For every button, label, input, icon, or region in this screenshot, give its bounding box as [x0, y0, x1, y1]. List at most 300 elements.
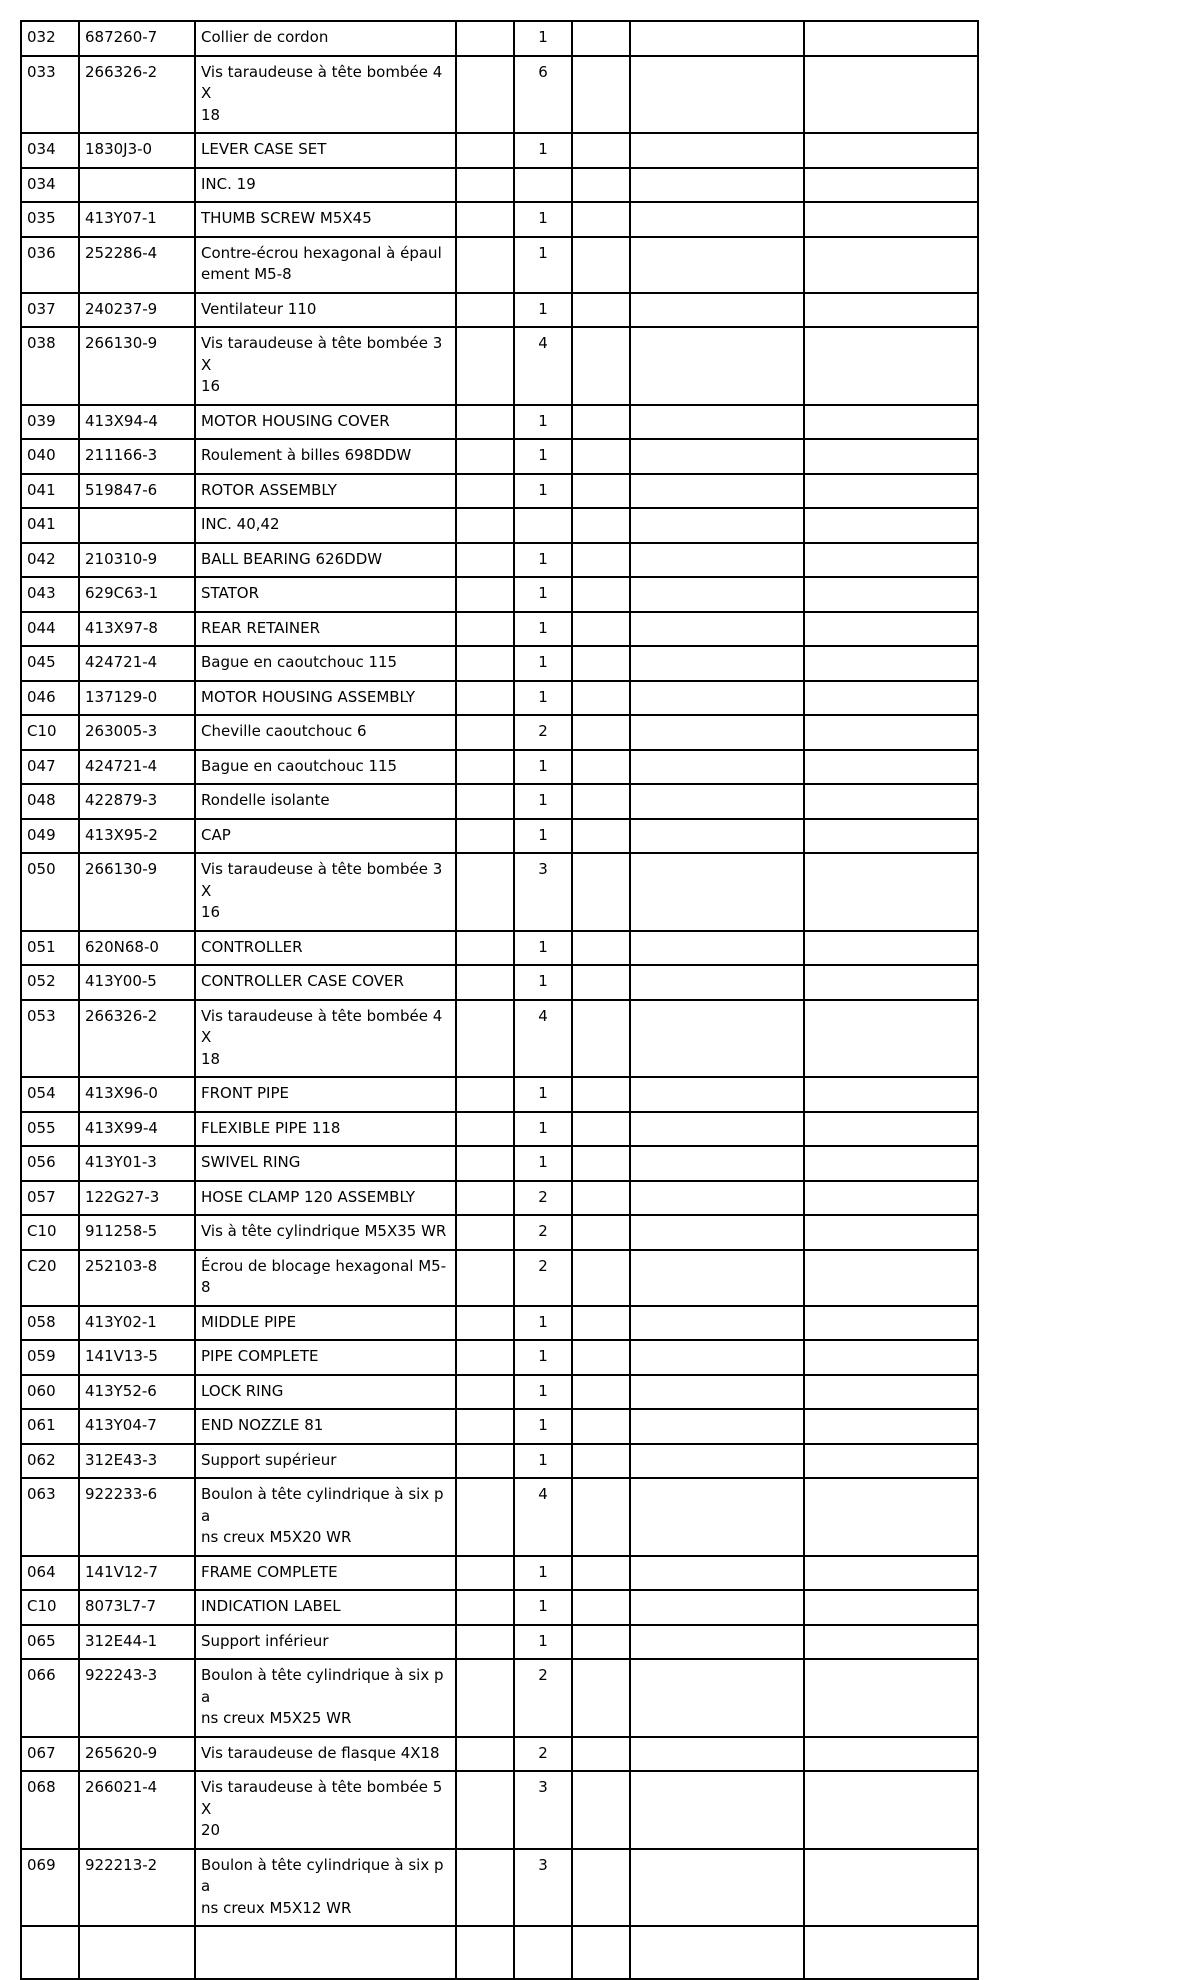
- blank-cell: [804, 1340, 978, 1375]
- blank-cell: [572, 1250, 630, 1306]
- blank-cell: [456, 1000, 514, 1078]
- table-row: [21, 202, 978, 237]
- blank-cell: [630, 1409, 804, 1444]
- quantity-cell: 1: [514, 1375, 572, 1410]
- table-row: [21, 133, 978, 168]
- description-cell: Vis taraudeuse à tête bombée 4X 18: [195, 56, 456, 134]
- blank-cell: [456, 819, 514, 854]
- blank-cell: [630, 1771, 804, 1849]
- blank-cell: [456, 202, 514, 237]
- table-row: [21, 1077, 978, 1112]
- quantity-cell: 1: [514, 1306, 572, 1341]
- description-cell: Écrou de blocage hexagonal M5- 8: [195, 1250, 456, 1306]
- blank-cell: [630, 1146, 804, 1181]
- blank-cell: [456, 405, 514, 440]
- blank-cell: [804, 1737, 978, 1772]
- blank-cell: [630, 1737, 804, 1772]
- part-number-cell: 266326-2: [79, 1000, 195, 1078]
- blank-cell: [456, 853, 514, 931]
- item-number-cell: 037: [21, 293, 79, 328]
- blank-cell: [456, 715, 514, 750]
- quantity-cell: 1: [514, 543, 572, 578]
- item-number-cell: 042: [21, 543, 79, 578]
- description-cell: Ventilateur 110: [195, 293, 456, 328]
- blank-cell: [804, 1556, 978, 1591]
- description-cell: Contre-écrou hexagonal à épaul ement M5-8: [195, 237, 456, 293]
- quantity-cell: 1: [514, 819, 572, 854]
- blank-cell: [630, 1590, 804, 1625]
- quantity-cell: 6: [514, 56, 572, 134]
- part-number-cell: 413Y01-3: [79, 1146, 195, 1181]
- part-number-cell: 312E44-1: [79, 1625, 195, 1660]
- item-number-cell: C20: [21, 1250, 79, 1306]
- table-row: [21, 750, 978, 785]
- blank-cell: [456, 1590, 514, 1625]
- item-number-cell: 032: [21, 21, 79, 56]
- quantity-cell: 1: [514, 681, 572, 716]
- part-number-cell: 211166-3: [79, 439, 195, 474]
- table-row: [21, 965, 978, 1000]
- quantity-cell: 1: [514, 474, 572, 509]
- quantity-cell: 2: [514, 1215, 572, 1250]
- blank-cell: [456, 1409, 514, 1444]
- quantity-cell: 3: [514, 1771, 572, 1849]
- blank-cell: [804, 1409, 978, 1444]
- table-row: [21, 405, 978, 440]
- table-row: [21, 1112, 978, 1147]
- description-cell: Rondelle isolante: [195, 784, 456, 819]
- blank-cell: [572, 1077, 630, 1112]
- blank-cell: [572, 965, 630, 1000]
- part-number-cell: 266021-4: [79, 1771, 195, 1849]
- description-cell: Cheville caoutchouc 6: [195, 715, 456, 750]
- blank-cell: [804, 1625, 978, 1660]
- item-number-cell: 046: [21, 681, 79, 716]
- blank-cell: [572, 327, 630, 405]
- blank-cell: [804, 715, 978, 750]
- blank-cell: [804, 1215, 978, 1250]
- blank-cell: [630, 543, 804, 578]
- table-row: [21, 327, 978, 405]
- blank-cell: [804, 327, 978, 405]
- blank-cell: [456, 750, 514, 785]
- item-number-cell: 049: [21, 819, 79, 854]
- blank-cell: [572, 1625, 630, 1660]
- blank-cell: [630, 474, 804, 509]
- table-row: [21, 508, 978, 543]
- blank-cell: [572, 439, 630, 474]
- blank-cell: [630, 405, 804, 440]
- part-number-cell: 922243-3: [79, 1659, 195, 1737]
- blank-cell: [804, 1478, 978, 1556]
- blank-cell: [630, 577, 804, 612]
- item-number-cell: C10: [21, 715, 79, 750]
- description-cell: Bague en caoutchouc 115: [195, 646, 456, 681]
- item-number-cell: 034: [21, 133, 79, 168]
- blank-cell: [630, 750, 804, 785]
- blank-cell: [456, 965, 514, 1000]
- blank-cell: [804, 1375, 978, 1410]
- table-row: [21, 1250, 978, 1306]
- blank-cell: [456, 543, 514, 578]
- blank-cell: [630, 853, 804, 931]
- item-number-cell: 068: [21, 1771, 79, 1849]
- quantity-cell: 2: [514, 1659, 572, 1737]
- blank-cell: [630, 1556, 804, 1591]
- blank-cell: [456, 1306, 514, 1341]
- part-number-cell: 413Y04-7: [79, 1409, 195, 1444]
- quantity-cell: 4: [514, 327, 572, 405]
- blank-cell: [630, 1181, 804, 1216]
- blank-cell: [572, 577, 630, 612]
- part-number-cell: 265620-9: [79, 1737, 195, 1772]
- blank-cell: [456, 1625, 514, 1660]
- quantity-cell: 1: [514, 1625, 572, 1660]
- blank-cell: [456, 1146, 514, 1181]
- quantity-cell: 1: [514, 965, 572, 1000]
- quantity-cell: 1: [514, 1146, 572, 1181]
- blank-cell: [572, 1556, 630, 1591]
- blank-cell: [572, 56, 630, 134]
- table-row: [21, 1737, 978, 1772]
- item-number-cell: 061: [21, 1409, 79, 1444]
- part-number-cell: 424721-4: [79, 750, 195, 785]
- table-row: [21, 1478, 978, 1556]
- blank-cell: [630, 202, 804, 237]
- item-number-cell: 055: [21, 1112, 79, 1147]
- blank-cell: [804, 1000, 978, 1078]
- blank-cell: [456, 681, 514, 716]
- part-number-cell: 629C63-1: [79, 577, 195, 612]
- blank-cell: [572, 612, 630, 647]
- table-row: [21, 681, 978, 716]
- blank-cell: [630, 1306, 804, 1341]
- blank-cell: [572, 1590, 630, 1625]
- part-number-cell: 266130-9: [79, 327, 195, 405]
- blank-cell: [572, 1659, 630, 1737]
- blank-cell: [804, 784, 978, 819]
- blank-cell: [572, 1306, 630, 1341]
- description-cell: ROTOR ASSEMBLY: [195, 474, 456, 509]
- item-number-cell: 057: [21, 1181, 79, 1216]
- quantity-cell: 1: [514, 1340, 572, 1375]
- blank-cell: [456, 577, 514, 612]
- blank-cell: [456, 1375, 514, 1410]
- blank-cell: [804, 1444, 978, 1479]
- blank-cell: [630, 21, 804, 56]
- table-row: [21, 1146, 978, 1181]
- quantity-cell: 2: [514, 1737, 572, 1772]
- blank-cell: [456, 1181, 514, 1216]
- blank-cell: [456, 1250, 514, 1306]
- blank-cell: [804, 21, 978, 56]
- description-cell: Roulement à billes 698DDW: [195, 439, 456, 474]
- blank-cell: [804, 56, 978, 134]
- description-cell: Boulon à tête cylindrique à six pa ns creux M5X20 WR: [195, 1478, 456, 1556]
- item-number-cell: 062: [21, 1444, 79, 1479]
- quantity-cell: 1: [514, 202, 572, 237]
- table-row: [21, 1625, 978, 1660]
- blank-cell: [572, 1478, 630, 1556]
- quantity-cell: 1: [514, 1590, 572, 1625]
- table-row: [21, 1306, 978, 1341]
- blank-cell: [630, 931, 804, 966]
- blank-cell: [630, 681, 804, 716]
- blank-cell: [572, 1181, 630, 1216]
- blank-cell: [456, 612, 514, 647]
- description-cell: FRONT PIPE: [195, 1077, 456, 1112]
- blank-cell: [456, 1215, 514, 1250]
- blank-cell: [630, 1340, 804, 1375]
- part-number-cell: 413Y02-1: [79, 1306, 195, 1341]
- description-cell: LOCK RING: [195, 1375, 456, 1410]
- quantity-cell: 1: [514, 21, 572, 56]
- item-number-cell: 064: [21, 1556, 79, 1591]
- blank-cell: [804, 1590, 978, 1625]
- table-row: [21, 1444, 978, 1479]
- blank-cell: [630, 168, 804, 203]
- blank-cell: [572, 646, 630, 681]
- blank-cell: [804, 168, 978, 203]
- quantity-cell: 1: [514, 1444, 572, 1479]
- item-number-cell: C10: [21, 1590, 79, 1625]
- table-row: [21, 1181, 978, 1216]
- blank-cell: [456, 508, 514, 543]
- description-cell: CAP: [195, 819, 456, 854]
- item-number-cell: 067: [21, 1737, 79, 1772]
- blank-cell: [456, 56, 514, 134]
- blank-cell: [456, 1926, 514, 1979]
- item-number-cell: [21, 1926, 79, 1979]
- description-cell: Vis à tête cylindrique M5X35 WR: [195, 1215, 456, 1250]
- blank-cell: [630, 1375, 804, 1410]
- description-cell: Boulon à tête cylindrique à six pa ns creux M5X12 WR: [195, 1849, 456, 1927]
- blank-cell: [572, 784, 630, 819]
- blank-cell: [456, 1444, 514, 1479]
- blank-cell: [630, 715, 804, 750]
- blank-cell: [572, 1444, 630, 1479]
- blank-cell: [804, 1771, 978, 1849]
- description-cell: CONTROLLER: [195, 931, 456, 966]
- part-number-cell: 413X97-8: [79, 612, 195, 647]
- description-cell: Support inférieur: [195, 1625, 456, 1660]
- table-row: [21, 21, 978, 56]
- table-row: [21, 1556, 978, 1591]
- blank-cell: [572, 1215, 630, 1250]
- blank-cell: [804, 1146, 978, 1181]
- blank-cell: [572, 1340, 630, 1375]
- table-row: [21, 1000, 978, 1078]
- blank-cell: [572, 543, 630, 578]
- blank-cell: [456, 1659, 514, 1737]
- blank-cell: [804, 965, 978, 1000]
- part-number-cell: 137129-0: [79, 681, 195, 716]
- part-number-cell: 413X99-4: [79, 1112, 195, 1147]
- description-cell: Vis taraudeuse à tête bombée 4X 18: [195, 1000, 456, 1078]
- blank-cell: [630, 237, 804, 293]
- quantity-cell: [514, 168, 572, 203]
- table-row: [21, 819, 978, 854]
- blank-cell: [630, 1215, 804, 1250]
- blank-cell: [456, 237, 514, 293]
- blank-cell: [456, 1737, 514, 1772]
- blank-cell: [456, 293, 514, 328]
- item-number-cell: 043: [21, 577, 79, 612]
- blank-cell: [630, 133, 804, 168]
- item-number-cell: 065: [21, 1625, 79, 1660]
- description-cell: STATOR: [195, 577, 456, 612]
- blank-cell: [572, 681, 630, 716]
- part-number-cell: 1830J3-0: [79, 133, 195, 168]
- item-number-cell: 047: [21, 750, 79, 785]
- item-number-cell: 060: [21, 1375, 79, 1410]
- blank-cell: [572, 1737, 630, 1772]
- description-cell: INC. 19: [195, 168, 456, 203]
- blank-cell: [572, 931, 630, 966]
- blank-cell: [630, 1659, 804, 1737]
- blank-cell: [804, 681, 978, 716]
- blank-cell: [630, 1625, 804, 1660]
- quantity-cell: 1: [514, 405, 572, 440]
- description-cell: PIPE COMPLETE: [195, 1340, 456, 1375]
- description-cell: MIDDLE PIPE: [195, 1306, 456, 1341]
- quantity-cell: 1: [514, 1112, 572, 1147]
- blank-cell: [630, 965, 804, 1000]
- blank-cell: [572, 1409, 630, 1444]
- table-row: [21, 1340, 978, 1375]
- blank-cell: [630, 56, 804, 134]
- blank-cell: [804, 293, 978, 328]
- part-number-cell: 413X96-0: [79, 1077, 195, 1112]
- item-number-cell: 054: [21, 1077, 79, 1112]
- description-cell: MOTOR HOUSING COVER: [195, 405, 456, 440]
- item-number-cell: 058: [21, 1306, 79, 1341]
- description-cell: MOTOR HOUSING ASSEMBLY: [195, 681, 456, 716]
- quantity-cell: 2: [514, 1250, 572, 1306]
- table-row: [21, 1659, 978, 1737]
- description-cell: END NOZZLE 81: [195, 1409, 456, 1444]
- table-row: [21, 1590, 978, 1625]
- item-number-cell: 041: [21, 474, 79, 509]
- blank-cell: [456, 1478, 514, 1556]
- item-number-cell: 041: [21, 508, 79, 543]
- description-cell: REAR RETAINER: [195, 612, 456, 647]
- blank-cell: [456, 931, 514, 966]
- item-number-cell: 063: [21, 1478, 79, 1556]
- blank-cell: [804, 1306, 978, 1341]
- blank-cell: [804, 1659, 978, 1737]
- blank-cell: [456, 133, 514, 168]
- part-number-cell: 312E43-3: [79, 1444, 195, 1479]
- blank-cell: [572, 168, 630, 203]
- parts-table-body: [21, 21, 978, 1979]
- blank-cell: [804, 646, 978, 681]
- blank-cell: [572, 1112, 630, 1147]
- table-row: [21, 1849, 978, 1927]
- table-row: [21, 853, 978, 931]
- blank-cell: [630, 293, 804, 328]
- blank-cell: [572, 202, 630, 237]
- table-row: [21, 293, 978, 328]
- part-number-cell: 922213-2: [79, 1849, 195, 1927]
- blank-cell: [572, 819, 630, 854]
- quantity-cell: 1: [514, 931, 572, 966]
- blank-cell: [630, 612, 804, 647]
- part-number-cell: 911258-5: [79, 1215, 195, 1250]
- table-row: [21, 931, 978, 966]
- item-number-cell: 048: [21, 784, 79, 819]
- quantity-cell: 1: [514, 784, 572, 819]
- blank-cell: [630, 1478, 804, 1556]
- part-number-cell: 424721-4: [79, 646, 195, 681]
- table-row: [21, 612, 978, 647]
- blank-cell: [456, 1771, 514, 1849]
- blank-cell: [572, 1375, 630, 1410]
- quantity-cell: 2: [514, 1181, 572, 1216]
- description-cell: THUMB SCREW M5X45: [195, 202, 456, 237]
- blank-cell: [630, 1112, 804, 1147]
- blank-cell: [630, 1000, 804, 1078]
- table-row: [21, 56, 978, 134]
- item-number-cell: 052: [21, 965, 79, 1000]
- blank-cell: [572, 750, 630, 785]
- description-cell: FRAME COMPLETE: [195, 1556, 456, 1591]
- blank-cell: [804, 543, 978, 578]
- part-number-cell: 687260-7: [79, 21, 195, 56]
- part-number-cell: 263005-3: [79, 715, 195, 750]
- blank-cell: [804, 202, 978, 237]
- table-row: [21, 439, 978, 474]
- description-cell: Boulon à tête cylindrique à six pa ns creux M5X25 WR: [195, 1659, 456, 1737]
- blank-cell: [630, 819, 804, 854]
- blank-cell: [456, 474, 514, 509]
- blank-cell: [804, 133, 978, 168]
- quantity-cell: 1: [514, 1077, 572, 1112]
- blank-cell: [630, 784, 804, 819]
- item-number-cell: 066: [21, 1659, 79, 1737]
- item-number-cell: 050: [21, 853, 79, 931]
- quantity-cell: 1: [514, 612, 572, 647]
- part-number-cell: 413Y00-5: [79, 965, 195, 1000]
- blank-cell: [804, 237, 978, 293]
- part-number-cell: 8073L7-7: [79, 1590, 195, 1625]
- table-row: [21, 784, 978, 819]
- blank-cell: [804, 1077, 978, 1112]
- part-number-cell: [79, 1926, 195, 1979]
- quantity-cell: 3: [514, 853, 572, 931]
- table-row: [21, 1926, 978, 1979]
- blank-cell: [804, 750, 978, 785]
- blank-cell: [804, 439, 978, 474]
- description-cell: Vis taraudeuse à tête bombée 5X 20: [195, 1771, 456, 1849]
- quantity-cell: 3: [514, 1849, 572, 1927]
- description-cell: Collier de cordon: [195, 21, 456, 56]
- table-row: [21, 577, 978, 612]
- item-number-cell: 033: [21, 56, 79, 134]
- blank-cell: [456, 439, 514, 474]
- quantity-cell: 1: [514, 1409, 572, 1444]
- description-cell: Vis taraudeuse à tête bombée 3X 16: [195, 853, 456, 931]
- quantity-cell: [514, 508, 572, 543]
- part-number-cell: 122G27-3: [79, 1181, 195, 1216]
- blank-cell: [456, 784, 514, 819]
- quantity-cell: [514, 1926, 572, 1979]
- table-row: [21, 1215, 978, 1250]
- description-cell: INC. 40,42: [195, 508, 456, 543]
- item-number-cell: 069: [21, 1849, 79, 1927]
- part-number-cell: 266130-9: [79, 853, 195, 931]
- description-cell: Vis taraudeuse de flasque 4X18: [195, 1737, 456, 1772]
